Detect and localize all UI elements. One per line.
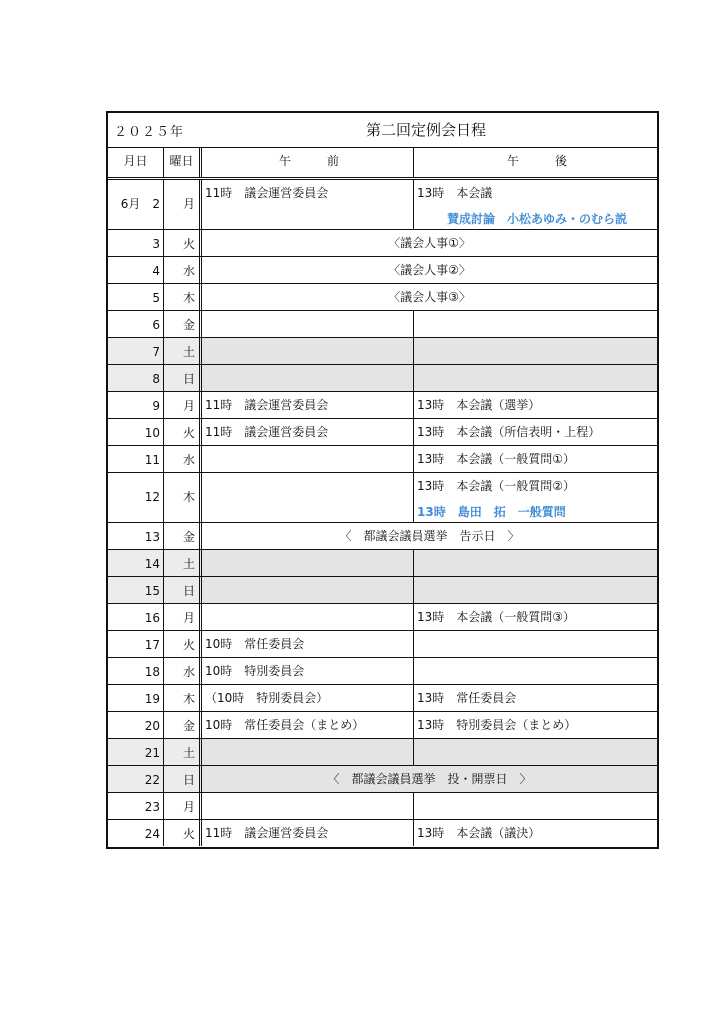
merged-event-cell: 〈議会人事②〉 [199,257,657,283]
table-row [108,180,657,230]
pm-cell [413,473,657,522]
date-cell: 13 [144,530,160,544]
weekday-cell: 水 [163,446,199,472]
pm-text: 13時 本会議（一般質問③） [417,610,576,624]
pm-text: 13時 本会議（所信表明・上程） [417,425,601,439]
pm-highlight-note: 13時 島田 拓 一般質問 [417,505,566,519]
weekday-cell: 金 [163,712,199,738]
table-row [108,739,657,766]
pm-highlight-note: 賛成討論 小松あゆみ・のむら説 [446,212,627,226]
weekday-cell: 日 [163,766,199,792]
date-cell: 17 [144,638,160,652]
table-row [108,712,657,739]
date-cell: 19 [144,692,160,706]
pm-cell [413,658,657,684]
column-header-am: 午 前 [199,148,413,177]
pm-text: 13時 常任委員会 [417,691,517,705]
schedule-sheet [106,111,659,849]
date-cell: 12 [144,490,160,504]
pm-cell [413,631,657,657]
date-cell: 6 [152,318,160,332]
am-cell: 10時 常任委員会 [199,631,413,657]
pm-cell [413,392,657,418]
am-cell: 10時 特別委員会 [199,658,413,684]
weekday-cell: 木 [163,284,199,310]
table-row [108,311,657,338]
am-cell [199,446,413,472]
pm-text: 13時 本会議（一般質問①） [417,452,576,466]
table-row [108,658,657,685]
table-row [108,577,657,604]
weekday-cell: 土 [163,338,199,364]
pm-cell [413,338,657,364]
table-row [108,446,657,473]
pm-cell [413,685,657,711]
pm-cell [413,604,657,630]
pm-text: 13時 本会議（議決） [417,826,541,840]
weekday-cell: 木 [163,685,199,711]
pm-cell [413,712,657,738]
pm-cell [413,419,657,445]
weekday-cell: 火 [163,820,199,846]
pm-text: 13時 本会議 [417,186,493,200]
table-row [108,230,657,257]
am-cell: 11時 議会運営委員会 [199,820,413,846]
date-cell: 6月 2 [120,197,160,211]
title-row [108,113,657,148]
weekday-cell: 水 [163,658,199,684]
table-row [108,604,657,631]
date-cell: 16 [144,611,160,625]
date-cell: 8 [152,372,160,386]
table-row [108,631,657,658]
date-cell: 24 [144,827,160,841]
table-row [108,284,657,311]
table-row [108,550,657,577]
pm-cell [413,446,657,472]
pm-cell [413,739,657,765]
table-row [108,685,657,712]
merged-event-cell: 〈 都議会議員選挙 告示日 〉 [199,523,657,549]
weekday-cell: 土 [163,739,199,765]
pm-cell [413,311,657,337]
weekday-cell: 金 [163,311,199,337]
table-row [108,523,657,550]
date-cell: 10 [144,426,160,440]
date-cell: 18 [144,665,160,679]
date-cell: 4 [152,264,160,278]
weekday-cell: 土 [163,550,199,576]
table-row [108,257,657,284]
weekday-cell: 月 [163,392,199,418]
date-cell: 5 [152,291,160,305]
am-cell [199,604,413,630]
pm-cell [413,365,657,391]
table-row [108,392,657,419]
am-cell: 11時 議会運営委員会 [199,419,413,445]
pm-cell [413,180,657,229]
pm-cell [413,820,657,846]
am-cell: 10時 常任委員会（まとめ） [199,712,413,738]
pm-text: 13時 本会議（一般質問②） [417,479,576,493]
am-cell [199,793,413,819]
am-cell [199,338,413,364]
date-cell: 20 [144,719,160,733]
weekday-cell: 金 [163,523,199,549]
am-cell [199,739,413,765]
column-header-pm: 午 後 [413,148,657,177]
table-row [108,338,657,365]
am-cell [199,550,413,576]
weekday-cell: 月 [163,180,199,229]
am-cell [199,577,413,603]
weekday-cell: 月 [163,793,199,819]
weekday-cell: 火 [163,631,199,657]
pm-text: 13時 本会議（選挙） [417,398,541,412]
am-cell: （10時 特別委員会） [199,685,413,711]
table-row [108,793,657,820]
date-cell: 23 [144,800,160,814]
weekday-cell: 日 [163,577,199,603]
weekday-cell: 木 [163,473,199,522]
year-label: ２０２５年 [114,125,185,140]
column-header-weekday: 曜日 [163,148,199,177]
date-cell: 3 [152,237,160,251]
am-cell: 11時 議会運営委員会 [199,180,413,229]
schedule-title: 第二回定例会日程 [366,121,487,139]
merged-event-cell: 〈議会人事③〉 [199,284,657,310]
weekday-cell: 水 [163,257,199,283]
date-cell: 21 [144,746,160,760]
pm-cell [413,577,657,603]
weekday-cell: 火 [163,230,199,256]
table-row [108,473,657,523]
date-cell: 14 [144,557,160,571]
merged-event-cell: 〈 都議会議員選挙 投・開票日 〉 [199,766,657,792]
table-row [108,766,657,793]
pm-cell [413,793,657,819]
table-row [108,419,657,446]
column-header-row [108,148,657,180]
date-cell: 9 [152,399,160,413]
date-cell: 7 [152,345,160,359]
merged-event-cell: 〈議会人事①〉 [199,230,657,256]
date-cell: 15 [144,584,160,598]
table-row [108,820,657,846]
weekday-cell: 月 [163,604,199,630]
am-cell: 11時 議会運営委員会 [199,392,413,418]
am-cell [199,473,413,522]
pm-text: 13時 特別委員会（まとめ） [417,718,577,732]
date-cell: 11 [144,453,160,467]
pm-cell [413,550,657,576]
date-cell: 22 [144,773,160,787]
weekday-cell: 火 [163,419,199,445]
weekday-cell: 日 [163,365,199,391]
am-cell [199,365,413,391]
am-cell [199,311,413,337]
column-header-date: 月日 [123,154,148,168]
table-row [108,365,657,392]
